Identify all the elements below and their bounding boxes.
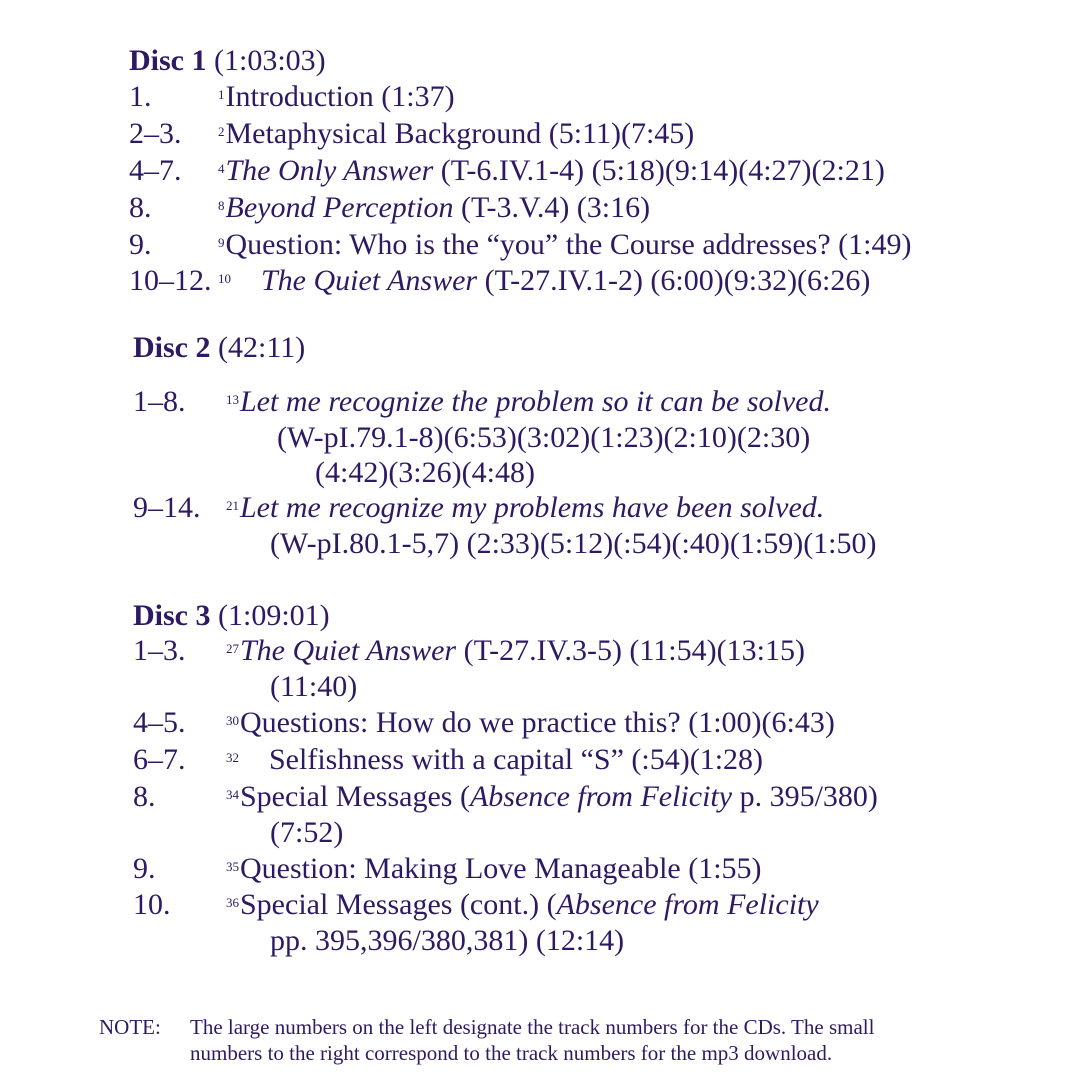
note-line-2: numbers to the right correspond to the track numbers for the mp3 download. [190, 1041, 833, 1065]
track-number: 9. [133, 852, 156, 885]
italic-title: The Only Answer [225, 154, 434, 187]
track-text: Metaphysical Background (5:11)(7:45) [225, 117, 695, 150]
disc-title: Disc 2 [133, 331, 211, 364]
mp3-track-number: 8 [218, 198, 225, 213]
track-text: (4:42)(3:26)(4:48) [315, 456, 535, 489]
track-number: 8. [133, 780, 156, 813]
track-text: Question: Who is the “you” the Course addresses? (1:49) [225, 228, 912, 261]
mp3-track-number: 9 [218, 235, 225, 250]
track-text: Selfishness with a capital “S” (:54)(1:28) [269, 743, 764, 776]
track-number: 2–3. [129, 117, 182, 150]
italic-title: Absence from Felicity [556, 888, 819, 921]
track-continuation [277, 420, 810, 456]
track-number: 4–5. [133, 706, 186, 739]
disc-header [133, 598, 330, 634]
track-title [226, 887, 819, 923]
track-text: Special Messages (cont.) ( [240, 888, 557, 921]
track-title [218, 190, 650, 226]
mp3-track-number: 1 [218, 87, 225, 102]
disc-title: Disc 3 [133, 599, 211, 632]
disc-header [133, 330, 305, 366]
track-title [218, 263, 870, 299]
track-number: 1–8. [133, 385, 186, 418]
mp3-track-number: 4 [218, 161, 225, 176]
track-text: Special Messages ( [240, 780, 470, 813]
mp3-track-number: 2 [218, 124, 225, 139]
track-text: (T-6.IV.1-4) (5:18)(9:14)(4:27)(2:21) [433, 154, 885, 187]
track-text: (W-pI.79.1-8)(6:53)(3:02)(1:23)(2:10)(2:30) [277, 421, 811, 454]
track-text: pp. 395,396/380,381) (12:14) [270, 924, 625, 957]
track-text: (W-pI.80.1-5,7) (2:33)(5:12)(:54)(:40)(1:59)(1:50) [270, 527, 877, 560]
track-number: 10. [133, 888, 171, 921]
track-title [226, 779, 878, 815]
mp3-track-number: 30 [226, 713, 239, 728]
mp3-track-number: 35 [226, 859, 239, 874]
mp3-track-number: 21 [226, 498, 239, 513]
mp3-track-number: 10 [218, 271, 231, 286]
mp3-track-number: 32 [226, 750, 239, 765]
track-title [226, 851, 762, 887]
track-title [226, 742, 763, 778]
track-title [218, 116, 694, 152]
track-continuation [315, 455, 535, 491]
track-title [218, 153, 885, 189]
track-number: 10–12. [129, 264, 212, 297]
track-text: (11:40) [270, 670, 358, 703]
track-title [218, 79, 455, 115]
note-line-1: The large numbers on the left designate the track numbers for the CDs. The small [190, 1015, 875, 1039]
track-number: 1–3. [133, 634, 186, 667]
track-title [226, 490, 824, 526]
mp3-track-number: 27 [226, 641, 239, 656]
disc-duration: (1:03:03) [214, 44, 326, 77]
mp3-track-number: 36 [226, 895, 239, 910]
disc-duration: (42:11) [218, 331, 306, 364]
track-title [218, 227, 911, 263]
disc-title: Disc 1 [129, 44, 207, 77]
mp3-track-number: 34 [226, 787, 239, 802]
disc-duration: (1:09:01) [218, 599, 330, 632]
track-number: 1. [129, 80, 152, 113]
track-continuation [270, 923, 624, 959]
track-number: 8. [129, 191, 152, 224]
italic-title: The Quiet Answer [261, 264, 478, 297]
track-number: 9. [129, 228, 152, 261]
track-continuation [270, 815, 343, 851]
track-title [226, 633, 805, 669]
track-continuation [270, 526, 877, 562]
italic-title: Let me recognize the problem so it can be solved. [240, 385, 831, 418]
track-number: 9–14. [133, 491, 201, 524]
italic-title: Absence from Felicity [469, 780, 733, 813]
track-text: Question: Making Love Manageable (1:55) [240, 852, 762, 885]
track-text: Questions: How do we practice this? (1:00)(6:43) [240, 706, 835, 739]
track-title [226, 384, 831, 420]
track-text: (T-3.V.4) (3:16) [453, 191, 651, 224]
track-title [226, 705, 835, 741]
note-label: NOTE: [99, 1015, 161, 1039]
track-continuation [270, 669, 357, 705]
italic-title: Let me recognize my problems have been solved. [240, 491, 825, 524]
track-number: 6–7. [133, 743, 186, 776]
italic-title: Beyond Perception [225, 191, 454, 224]
italic-title: The Quiet Answer [240, 634, 457, 667]
track-text: p. 395/380) [732, 780, 878, 813]
track-text: (7:52) [270, 816, 344, 849]
disc-header [129, 43, 326, 79]
track-number: 4–7. [129, 154, 182, 187]
track-text: (T-27.IV.1-2) (6:00)(9:32)(6:26) [477, 264, 871, 297]
track-text: (T-27.IV.3-5) (11:54)(13:15) [456, 634, 805, 667]
track-text: Introduction (1:37) [225, 80, 455, 113]
mp3-track-number: 13 [226, 392, 239, 407]
